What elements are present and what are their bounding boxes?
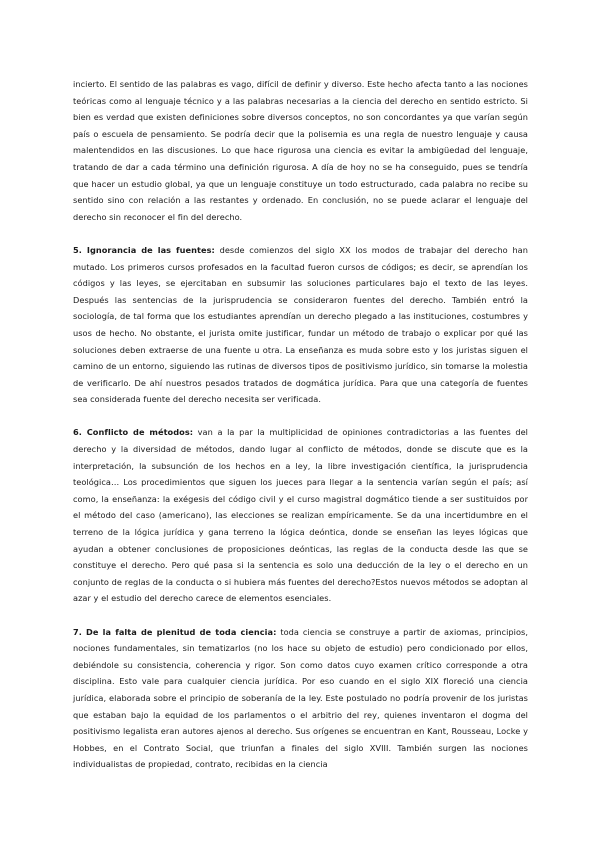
- paragraph-text: desde comienzos del siglo XX los modos de trabajar del derecho han mutado. Los primeros cursos profesados en la facultad fueron cursos de códigos; es decir, se aprendían los códigos y las leyes, se ejercitaban en subsumir las soluciones particulares bajo el texto de las leyes. Después las sentencias de la jurisprudencia se consideraron fuentes del derecho. También entró la sociología, de tal forma que los estudiantes aprendían un derecho plegado a las instituciones, costumbres y usos de hecho. No obstante, el jurista omite justificar, fundar un método de trabajo o explicar por qué las soluciones deben extraerse de una fuente u otra. La enseñanza es muda sobre esto y los juristas siguen el camino de un entorno, siguiendo las rutinas de diversos tipos de positivismo jurídico, sin tomarse la molestia de verificarlo. De ahí nuestros pesados tratados de dogmática jurídica. Para que una categoría de fuentes sea considerada fuente del derecho necesita ser verificada.: [73, 244, 528, 405]
- paragraph-falta-plenitud: [73, 624, 528, 773]
- paragraph-conflicto-metodos: [73, 424, 528, 607]
- paragraph-continuation: [73, 76, 528, 225]
- paragraph-heading: 6. Conflicto de métodos:: [73, 427, 194, 438]
- paragraph-text: van a la par la multiplicidad de opiniones contradictorias a las fuentes del derecho y la diversidad de métodos, dando lugar al conflicto de métodos, donde se discute que es la interpretación, la subsunción de los hechos en a ley, la libre investigación científica, la jurisprudencia teológica… Los procedimientos que siguen los jueces para llegar a la sentencia varían según el país; así como, la enseñanza: la exégesis del código civil y el curso magistral dogmático tiende a ser sustituidos por el método del caso (americano), las elecciones se realizan empíricamente. Se da una incertidumbre en el terreno de la lógica jurídica y gana terreno la lógica deóntica, donde se enseñan las leyes lógicas que ayudan a obtener conclusiones de proposiciones deónticas, las reglas de la conducta desde las que se constituye el derecho. Pero qué pasa si la sentencia es solo una deducción de la ley o el derecho en un conjunto de reglas de la conducta o si hubiera más fuentes del derecho?Estos nuevos métodos se adoptan al azar y el estudio del derecho carece de elementos esenciales.: [73, 427, 529, 604]
- paragraph-text: toda ciencia se construye a partir de axiomas, principios, nociones fundamentales, sin tematizarlos (no los hace su objeto de estudio) pero condicionado por ellos, debiéndole su consistencia, coherencia y rigor. Son como datos cuyo examen crítico corresponde a otra disciplina. Esto vale para cualquier ciencia jurídica. Por eso cuando en el siglo XIX floreció una ciencia jurídica, elaborada sobre el principio de soberanía de la ley. Este postulado no podría provenir de los juristas que estaban bajo la equidad de los parlamentos o el arbitrio del rey, quienes inventaron el dogma del positivismo legalista eran autores ajenos al derecho. Sus orígenes se encuentran en Kant, Rousseau, Locke y Hobbes, en el Contrato Social, que triunfan a finales del siglo XVIII. También surgen las nociones individualistas de propiedad, contrato, recibidas en la ciencia: [73, 626, 528, 770]
- paragraph-heading: 5. Ignorancia de las fuentes:: [73, 244, 215, 255]
- paragraph-ignorancia-fuentes: [73, 242, 528, 408]
- paragraph-text: incierto. El sentido de las palabras es vago, difícil de definir y diverso. Este hecho afecta tanto a las nociones teóricas como al lenguaje técnico y a las palabras necesarias a la ciencia del derecho en sentido estricto. Si bien es verdad que existen definiciones sobre diversos conceptos, no son concordantes ya que varían según país o escuela de pensamiento. Se podría decir que la polisemia es una regla de nuestro lenguaje y causa malentendidos en las discusiones. Lo que hace rigurosa una ciencia es evitar la ambigüedad del lenguaje, tratando de dar a cada término una definición rigurosa. A día de hoy no se ha conseguido, pues se tendría que hacer un estudio global, ya que un lenguaje constituye un todo estructurado, cada palabra no recibe su sentido sino con relación a las restantes y ordenado. En conclusión, no se puede aclarar el lenguaje del derecho sin reconocer el fin del derecho.: [73, 79, 528, 222]
- paragraph-heading: 7. De la falta de plenitud de toda ciencia:: [73, 626, 277, 637]
